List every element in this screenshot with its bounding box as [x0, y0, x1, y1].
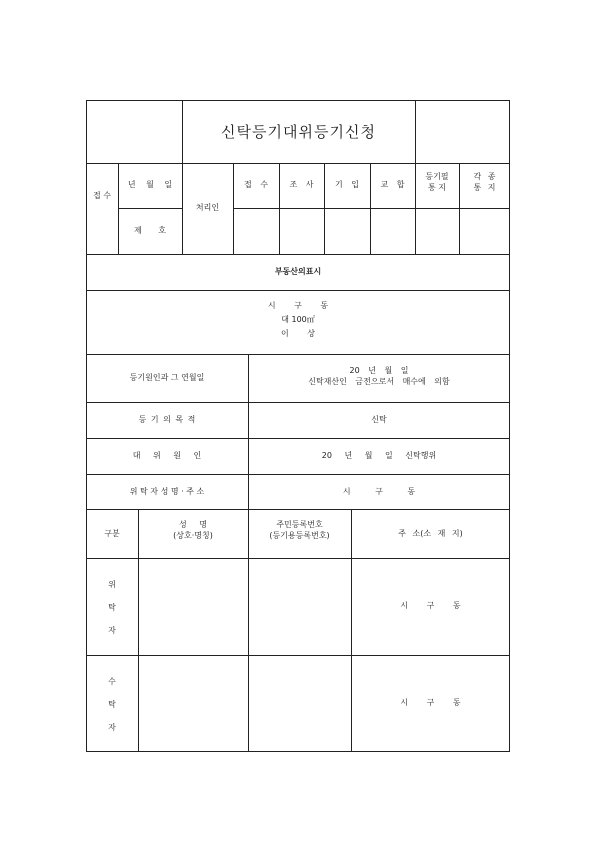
rule — [86, 438, 510, 439]
property-line-1: 시 구 동 — [267, 301, 329, 310]
col-entry: 기 입 — [335, 180, 359, 189]
subrogation-value: 20 년 월 일 신탁행위 — [321, 451, 437, 460]
col-investigation: 조 사 — [289, 180, 314, 189]
property-line-2: 대 100㎡ — [281, 315, 315, 324]
truster-name-address-label: 위 탁 자 성 명 · 주 소 — [129, 487, 205, 496]
rule — [415, 100, 416, 163]
party-header-name: 성 명 (상호·명칭) — [173, 520, 213, 540]
truster-name-address-value: 시 구 동 — [342, 487, 416, 496]
rule — [86, 509, 510, 510]
trustee-id-cell[interactable] — [249, 656, 350, 751]
trustee-name-cell[interactable] — [139, 656, 247, 751]
rule — [279, 163, 280, 254]
rule — [86, 163, 510, 164]
rule — [86, 354, 510, 355]
trustee-label: 수 탁 자 — [108, 677, 116, 733]
rule — [233, 163, 234, 254]
property-line-3: 이 상 — [281, 329, 315, 338]
truster-id-cell[interactable] — [249, 559, 350, 654]
receipt-label: 접 수 — [93, 191, 111, 200]
truster-name-cell[interactable] — [139, 559, 247, 654]
party-header-id: 주민등록번호 (등기용등록번호) — [269, 520, 330, 540]
cause-label: 등기원인과 그 연월일 — [129, 373, 205, 382]
rule — [233, 208, 510, 209]
col-completion-notice: 등기필 통 지 — [425, 172, 449, 192]
purpose-value: 신탁 — [371, 415, 387, 424]
rule — [86, 402, 510, 403]
rule — [118, 163, 119, 254]
subrogation-label: 대 위 원 인 — [132, 451, 202, 460]
rule — [86, 254, 510, 255]
party-header-address: 주 소(소 재 지) — [398, 529, 463, 538]
col-various-notice: 각 종 통 지 — [473, 172, 496, 192]
rule — [118, 208, 182, 209]
form-title: 신탁등기대위등기신청 — [221, 123, 376, 141]
rule — [351, 509, 352, 752]
rule — [324, 163, 325, 254]
cause-value: 20 년 월 일 신탁재산인 금전으로서 매수에 의함 — [308, 366, 450, 386]
rule — [86, 474, 510, 475]
col-receipt: 접 수 — [244, 180, 268, 189]
rule — [86, 290, 510, 291]
receipt-number-label: 제 호 — [134, 226, 166, 235]
purpose-label: 등 기 의 목 적 — [138, 415, 196, 424]
truster-address: 시 구 동 — [400, 601, 461, 610]
property-heading: 부동산의표시 — [274, 267, 322, 276]
party-header-division: 구분 — [104, 529, 120, 538]
truster-label: 위 탁 자 — [108, 580, 116, 636]
processor-label: 처리인 — [195, 203, 220, 212]
rule — [370, 163, 371, 254]
trustee-address: 시 구 동 — [400, 698, 461, 707]
col-collation: 교 합 — [380, 180, 405, 189]
receipt-date-label: 년 월 일 — [127, 180, 173, 189]
